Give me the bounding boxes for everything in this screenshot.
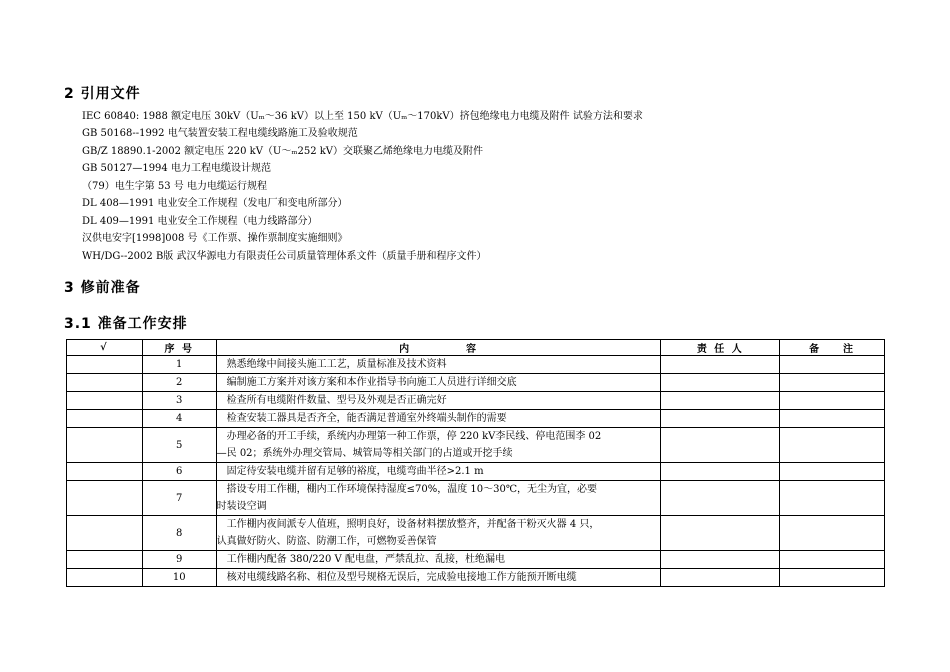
row-number: 7 <box>142 481 216 516</box>
responsible-cell[interactable] <box>661 481 780 516</box>
check-cell[interactable] <box>67 463 143 481</box>
remarks-column-header: 备 注 <box>780 340 885 356</box>
check-cell[interactable] <box>67 569 143 587</box>
section-3-1-heading: 3.1 准备工作安排 <box>64 316 188 332</box>
row-content <box>216 569 661 587</box>
row-content-line: 固定待安装电缆并留有足够的裕度，电缆弯曲半径>2.1 m <box>226 466 484 477</box>
table-row <box>67 410 885 428</box>
responsible-cell[interactable] <box>661 392 780 410</box>
row-content-line: 时装设空调 <box>216 501 267 512</box>
row-number: 8 <box>142 516 216 551</box>
check-cell[interactable] <box>67 374 143 392</box>
table-row <box>67 428 885 463</box>
remarks-cell[interactable] <box>780 516 885 551</box>
row-number: 3 <box>142 392 216 410</box>
section-3-heading: 3 修前准备 <box>64 280 141 296</box>
check-cell[interactable] <box>67 428 143 463</box>
row-number: 6 <box>142 463 216 481</box>
responsible-cell[interactable] <box>661 569 780 587</box>
table-row <box>67 463 885 481</box>
table-row <box>67 569 885 587</box>
row-content-line: 工作棚内配备 380/220 V 配电盘，严禁乱拉、乱接，杜绝漏电 <box>226 554 505 565</box>
row-content-line: 工作棚内夜间派专人值班，照明良好，设备材料摆放整齐，并配备干粉灭火器 4 只， <box>226 519 600 530</box>
remarks-cell[interactable] <box>780 356 885 374</box>
table-row <box>67 392 885 410</box>
reference-item: DL 408—1991 电业安全工作规程（发电厂和变电所部分） <box>82 198 348 209</box>
row-number: 10 <box>142 569 216 587</box>
remarks-cell[interactable] <box>780 392 885 410</box>
row-content <box>216 551 661 569</box>
table-row <box>67 356 885 374</box>
table-row <box>67 374 885 392</box>
check-column-header: √ <box>67 340 143 356</box>
table-row <box>67 551 885 569</box>
table-row <box>67 481 885 516</box>
check-cell[interactable] <box>67 551 143 569</box>
row-content-line: 核对电缆线路名称、相位及型号规格无误后，完成验电接地工作方能预开断电缆 <box>226 572 577 583</box>
responsible-cell[interactable] <box>661 410 780 428</box>
reference-item: GB 50127—1994 电力工程电缆设计规范 <box>82 163 271 174</box>
remarks-cell[interactable] <box>780 428 885 463</box>
responsible-cell[interactable] <box>661 428 780 463</box>
table-header-row <box>67 340 885 356</box>
responsible-cell[interactable] <box>661 516 780 551</box>
content-column-header: 内 容 <box>216 340 661 356</box>
remarks-cell[interactable] <box>780 410 885 428</box>
row-content-line: —民 02；系统外办理交管局、城管局等相关部门的占道或开挖手续 <box>216 448 513 459</box>
row-number: 4 <box>142 410 216 428</box>
reference-item: GB 50168--1992 电气装置安装工程电缆线路施工及验收规范 <box>82 128 358 139</box>
remarks-cell[interactable] <box>780 463 885 481</box>
table-row <box>67 516 885 551</box>
row-content <box>216 516 661 551</box>
row-content-line: 检查安装工器具是否齐全，能否满足普通室外终端头制作的需要 <box>226 413 507 424</box>
remarks-cell[interactable] <box>780 481 885 516</box>
row-content <box>216 481 661 516</box>
remarks-cell[interactable] <box>780 551 885 569</box>
responsible-cell[interactable] <box>661 551 780 569</box>
check-cell[interactable] <box>67 392 143 410</box>
row-content <box>216 374 661 392</box>
reference-item: （79）电生字第 53 号 电力电缆运行规程 <box>82 181 267 192</box>
reference-item: DL 409—1991 电业安全工作规程（电力线路部分） <box>82 216 318 227</box>
check-cell[interactable] <box>67 516 143 551</box>
reference-item: GB/Z 18890.1-2002 额定电压 220 kV（U～ₘ252 kV）交联聚乙烯绝缘电力电缆及附件 <box>82 146 484 157</box>
row-content-line: 编制施工方案并对该方案和本作业指导书向施工人员进行详细交底 <box>226 377 517 388</box>
row-content <box>216 356 661 374</box>
responsible-cell[interactable] <box>661 356 780 374</box>
row-content-line: 办理必备的开工手续，系统内办理第一种工作票，停 220 kV李民线、停电范围李 02 <box>226 431 602 442</box>
row-content-line: 检查所有电缆附件数量、型号及外观是否正确完好 <box>226 395 447 406</box>
reference-item: WH/DG--2002 B版 武汉华源电力有限责任公司质量管理体系文件（质量手册和程序文件） <box>82 251 487 262</box>
reference-item: IEC 60840: 1988 额定电压 30kV（Uₘ～36 kV）以上至 150 kV（Uₘ～170kV）挤包绝缘电力电缆及附件 试验方法和要求 <box>82 111 643 122</box>
row-content-line: 认真做好防火、防盗、防潮工作，可燃物妥善保管 <box>216 536 437 547</box>
row-number: 9 <box>142 551 216 569</box>
row-content <box>216 392 661 410</box>
responsible-column-header: 责 任 人 <box>661 340 780 356</box>
number-column-header: 序 号 <box>142 340 216 356</box>
remarks-cell[interactable] <box>780 569 885 587</box>
check-cell[interactable] <box>67 356 143 374</box>
responsible-cell[interactable] <box>661 463 780 481</box>
row-content <box>216 428 661 463</box>
section-2-heading: 2 引用文件 <box>64 86 141 102</box>
row-content-line: 熟悉绝缘中间接头施工工艺，质量标准及技术资料 <box>226 359 447 370</box>
check-cell[interactable] <box>67 481 143 516</box>
row-content <box>216 410 661 428</box>
row-number: 5 <box>142 428 216 463</box>
check-cell[interactable] <box>67 410 143 428</box>
reference-item: 汉供电安字[1998]008 号《工作票、操作票制度实施细则》 <box>82 233 348 244</box>
row-number: 2 <box>142 374 216 392</box>
row-number: 1 <box>142 356 216 374</box>
row-content <box>216 463 661 481</box>
responsible-cell[interactable] <box>661 374 780 392</box>
remarks-cell[interactable] <box>780 374 885 392</box>
preparation-table <box>66 339 885 587</box>
row-content-line: 搭设专用工作棚，棚内工作环境保持湿度≤70%，温度 10～30℃，无尘为宜，必要 <box>226 484 598 495</box>
